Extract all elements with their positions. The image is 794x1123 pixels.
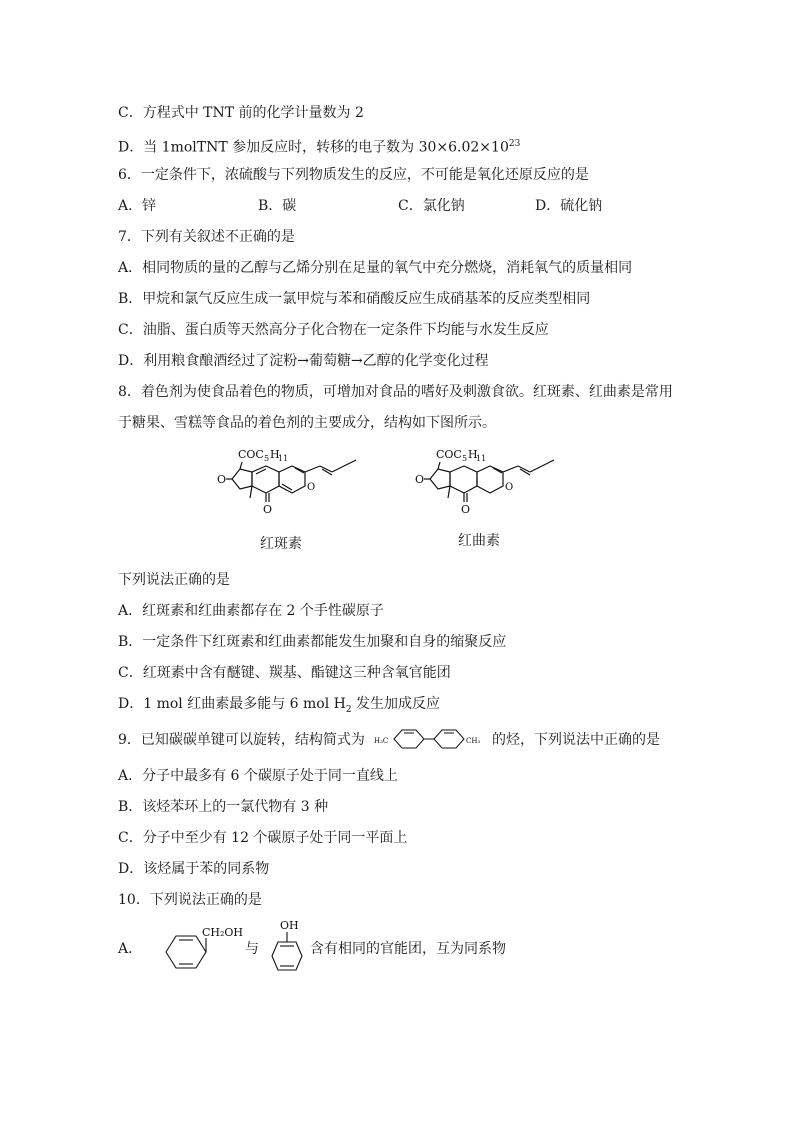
q10-option-a-label: A．	[118, 941, 143, 957]
hq-sub-11: 11	[476, 454, 487, 463]
hq-o-ring: O	[505, 482, 514, 493]
q7-option-d: D．利用粮食酿酒经过了淀粉→葡萄糖→乙醇的化学变化过程	[118, 353, 489, 369]
question-10: 10．下列说法正确的是	[118, 892, 262, 908]
q9-option-c: C．分子中至少有 12 个碳原子处于同一平面上	[118, 830, 408, 846]
q9-text-prefix: 9．已知碳碳单键可以旋转，结构简式为	[118, 732, 365, 748]
q9-option-a: A．分子中最多有 6 个碳原子处于同一直线上	[118, 768, 398, 784]
exponent: 23	[508, 139, 521, 149]
q10-option-a-and: 与	[245, 941, 259, 957]
hq-sub-coc: COC	[436, 448, 462, 461]
hb-sub-h: H	[270, 448, 280, 461]
q9-biphenyl-structure	[372, 722, 490, 756]
hb-sub-5: 5	[264, 454, 270, 463]
question-6: 6．一定条件下，浓硫酸与下列物质发生的反应，不可能是氧化还原反应的是	[118, 167, 589, 183]
hb-o-ring: O	[307, 482, 316, 493]
hq-o-carbonyl: O	[415, 473, 425, 486]
hb-o-carbonyl: O	[217, 473, 227, 486]
q10-option-a-text: 含有相同的官能团，互为同系物	[310, 941, 506, 957]
question-7: 7．下列有关叙述不正确的是	[118, 229, 295, 245]
q6-option-c: C．氯化钠	[398, 198, 465, 214]
q8-option-d	[118, 695, 440, 719]
q8-option-c: C．红斑素中含有醚键、羰基、酯键这三种含氧官能团	[118, 665, 451, 681]
q6-option-b: B．碳	[258, 198, 297, 214]
hq-sub-5: 5	[462, 454, 468, 463]
q6-option-a: A．锌	[118, 198, 157, 214]
question-8-line2: 于糖果、雪糕等食品的着色剂的主要成分，结构如下图所示。	[118, 415, 496, 431]
q9-option-d: D．该烃属于苯的同系物	[118, 861, 270, 877]
question-8-line1: 8．着色剂为使食品着色的物质，可增加对食品的嗜好及刺激食欲。红斑素、红曲素是常用	[118, 384, 673, 400]
q7-option-c: C．油脂、蛋白质等天然高分子化合物在一定条件下均能与水发生反应	[118, 322, 549, 338]
q9-h3c-label: H₃C	[374, 737, 389, 745]
benzyl-ch2oh-label: CH₂OH	[202, 926, 244, 939]
q7-option-a: A．相同物质的量的乙醇与乙烯分别在足量的氧气中充分燃烧，消耗氧气的质量相同	[118, 260, 633, 276]
hq-sub-h: H	[468, 448, 478, 461]
q7-option-b: B．甲烷和氯气反应生成一氯甲烷与苯和硝酸反应生成硝基苯的反应类型相同	[118, 291, 591, 307]
line-option-d-electrons	[118, 135, 520, 157]
hongbansu-caption: 红斑素	[260, 536, 302, 552]
question-8-prompt: 下列说法正确的是	[118, 572, 230, 588]
hb-sub-coc: COC	[238, 448, 264, 461]
benzyl-alcohol-structure	[148, 920, 244, 978]
hongqusu-structure	[410, 446, 590, 526]
q9-text-suffix: 的烃，下列说法中正确的是	[492, 732, 660, 748]
question-9	[118, 731, 365, 749]
hongqusu-caption: 红曲素	[458, 533, 500, 549]
q8d-text: D．1 mol 红曲素最多能与 6 mol H	[118, 696, 346, 712]
hongbansu-structure	[212, 446, 392, 526]
q9-option-b: B．该烃苯环上的一氯代物有 3 种	[118, 799, 329, 815]
phenol-structure	[262, 912, 314, 982]
phenol-oh-label: OH	[280, 919, 299, 932]
q6-option-d: D．硫化钠	[535, 198, 603, 214]
line-option-c-tnt: C．方程式中 TNT 前的化学计量数为 2	[118, 105, 364, 121]
q8-option-b: B．一定条件下红斑素和红曲素都能发生加聚和自身的缩聚反应	[118, 634, 507, 650]
option-d-text: D．当 1molTNT 参加反应时，转移的电子数为 30×6.02×10	[118, 139, 509, 156]
hb-o-ketone: O	[263, 503, 273, 516]
question-6-options	[118, 197, 638, 215]
hb-sub-11: 11	[278, 454, 289, 463]
q8-option-a: A．红斑素和红曲素都存在 2 个手性碳原子	[118, 603, 384, 619]
hq-o-ketone: O	[461, 503, 471, 516]
q8d-subscript: 2	[345, 704, 352, 715]
q9-ch3-label: CH₃	[466, 737, 481, 745]
q8d-suffix: 发生加成反应	[351, 696, 441, 712]
